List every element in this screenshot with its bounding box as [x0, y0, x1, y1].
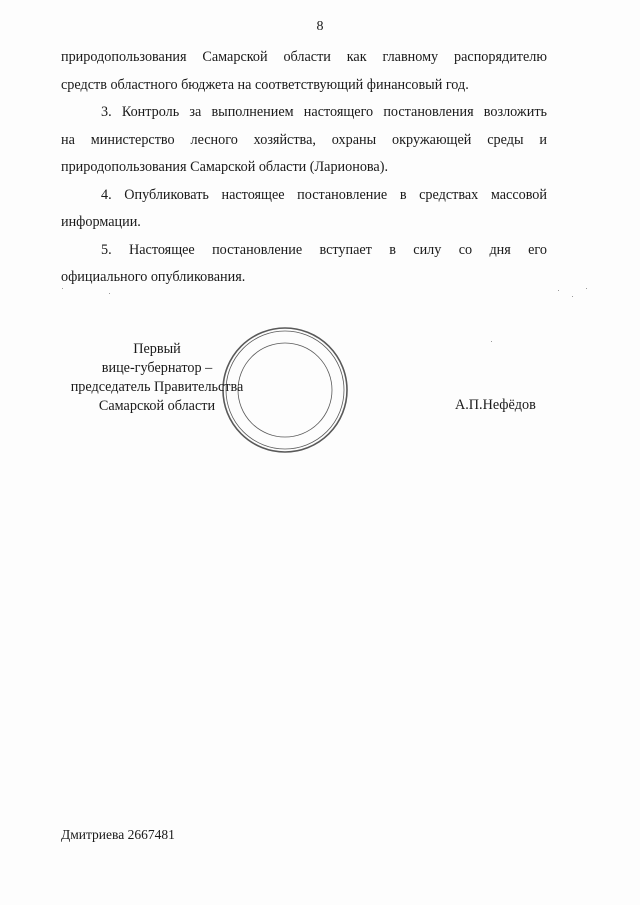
signatory-title-line: Первый	[133, 341, 181, 357]
scan-speck	[491, 341, 492, 342]
paragraph-continuation	[61, 44, 547, 99]
text-line: средств областного бюджета на соответствующий финансовый год.	[61, 76, 469, 93]
text-line: 4. Опубликовать настоящее постановление в средствах массовой	[101, 186, 547, 203]
text-line: 3. Контроль за выполнением настоящего постановления возложить	[101, 104, 547, 120]
signatory-title-line: вице-губернатор –	[101, 360, 213, 376]
text-line: природопользования Самарской области (Ларионова).	[61, 159, 388, 175]
signatory-title	[62, 340, 252, 416]
paragraph-3	[61, 99, 547, 182]
text-line: официального опубликования.	[61, 269, 246, 285]
scan-speck	[572, 296, 573, 297]
scan-speck	[109, 293, 110, 294]
scan-speck	[586, 288, 587, 289]
document-body	[61, 44, 547, 292]
signatory-title-line: председатель Правительства	[70, 379, 244, 395]
signatory-name: А.П.Нефёдов	[455, 397, 536, 413]
text-line: природопользования Самарской области как главному распорядителю	[61, 49, 547, 65]
page-number: 8	[316, 19, 324, 34]
text-line: 5. Настоящее постановление вступает в силу со дня его	[101, 241, 547, 258]
executor-note: Дмитриева 2667481	[61, 827, 175, 842]
paragraph-5	[61, 237, 547, 292]
text-line: информации.	[61, 214, 141, 230]
paragraph-4	[61, 182, 547, 237]
scan-speck	[558, 290, 559, 291]
scan-speck	[62, 288, 63, 289]
text-line: на министерство лесного хозяйства, охраны окружающей среды и	[61, 131, 547, 148]
signatory-title-line: Самарской области	[98, 398, 216, 414]
signature-block	[0, 340, 640, 460]
